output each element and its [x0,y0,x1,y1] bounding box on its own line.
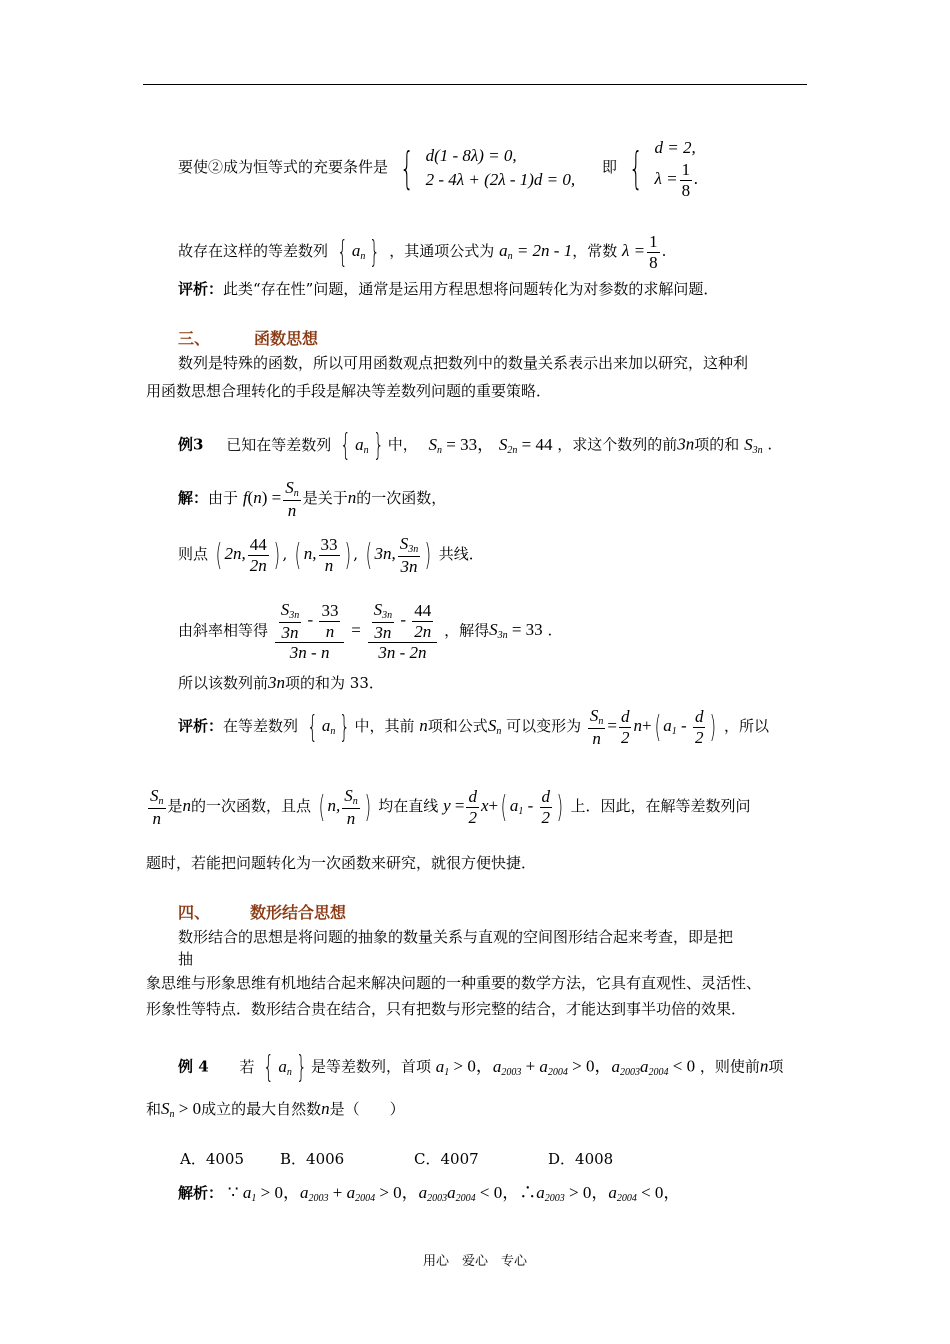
example-3: 例3 已知在等差数列 { $a_n$ } 中， $S_n = 33$， $S_{2n} = 44$ ，求这个数列的前3n项的和 $S_{3n}$ . [178,428,773,463]
section-4-para-1: 数形结合的思想是将问题的抽象的数量关系与直观的空间图形结合起来考查，即是把 [178,928,734,946]
collinear-points: 则点 ( 2n, $\frac{44}{2n}$ ) , ( n, $\frac{33}{n}$ ) , ( 3n, $\frac{S_{3n}}{3n}$ ) 共线． [178,534,484,576]
option-a: A．4005 [180,1150,245,1168]
section-3-para-1: 数列是特殊的函数，所以可用函数观点把数列中的数量关系表示出来加以研究，这种利 [178,354,749,372]
option-c: C．4007 [414,1150,479,1168]
example-4-line-1: 例 4 若 { $a_n$ } 是等差数列，首项 $a_1 > 0$，$a_{2003} + a_{2004} > 0$，$a_{2003}a_{2004} < 0$ ，则使前n项 [178,1050,784,1085]
section-4-para-1b: 抽 [178,950,194,968]
option-b: B．4006 [280,1150,345,1168]
solution-3-start: 解：由于 f(n) = $\frac{S_n}{n}$ 是关于n的一次函数， [178,478,447,520]
section-4-para-2: 象思维与形象思维有机地结合起来解决问题的一种重要的数学方法，它具有直观性、灵活性、 [146,974,762,992]
example-4-line-2: 和$S_n > 0$成立的最大自然数n是（ ） [146,1099,405,1120]
eval-2-line-3: 题时，若能把问题转化为一次函数来研究，就很方便快捷． [146,854,537,872]
section-4-heading: 四、 数形结合思想 [178,903,347,922]
eval-2-line-2: $\frac{S_n}{n}$ 是n的一次函数，且点 ( n, $\frac{S_n}{n}$ ) 均在直线 y = $\frac{d}{2}$ x+( $a_1$ - $\frac{d}{2}$ ) 上．因此，在解等差数列问 [150,786,751,828]
sum-conclusion: 所以该数列前3n项的和为 33． [178,673,384,692]
eval-2-line-1: 评析：在等差数列 { $a_n$ } 中，其前 n项和公式$S_n$ 可以变形为 $\frac{S_n}{n}$ = $\frac{d}{2}$ n+( $a_1$ - $\frac{d}{2}$ ) ，所以 [178,706,769,748]
section-3-heading: 三、 函数思想 [178,329,319,348]
analysis-4: 解析： ∵ $a_1 > 0$，$a_{2003} + a_{2004} > 0$，$a_{2003}a_{2004} < 0$，$\therefore a_{2003} > 0$，$a_{2004} < 0$， [178,1183,681,1204]
option-d: D．4008 [548,1150,614,1168]
eval-1: 评析：此类“存在性”问题，通常是运用方程思想将问题转化为对参数的求解问题． [178,280,719,298]
ex2-system-1: d(1 - 8λ) = 0, 2 - 4λ + (2λ - 1)d = 0, [425,146,576,190]
ex2-conclusion: 故存在这样的等差数列 { $a_n$ } ，其通项公式为 $a_n = 2n - 1$，常数 λ = $\frac{1}{8}$ . [178,232,667,272]
section-3-para-2: 用函数思想合理转化的手段是解决等差数列问题的重要策略． [146,382,552,400]
ex2-condition-line: 要使②成为恒等式的充要条件是 { d(1 - 8λ) = 0, 2 - 4λ + (2λ - 1)d = 0, 即 { d = 2, λ = $\frac{1}{8}$ . [178,138,699,200]
ex2-system-2: d = 2, λ = $\frac{1}{8}$ . [654,138,699,200]
slope-equation: 由斜率相等得 $\frac{S_{3n}}{3n}$ - $\frac{33}{n}$ 3n - n = $\frac{S_{3n}}{3n}$ - $\frac{44}{2n}$ 3n - 2n ，解得$S_{3n} = 33$ . [178,600,553,663]
header-rule [143,84,807,85]
page-footer: 用心 爱心 专心 [422,1254,527,1269]
section-4-para-3: 形象性等特点．数形结合贵在结合，只有把数与形完整的结合，才能达到事半功倍的效果． [146,1000,747,1018]
